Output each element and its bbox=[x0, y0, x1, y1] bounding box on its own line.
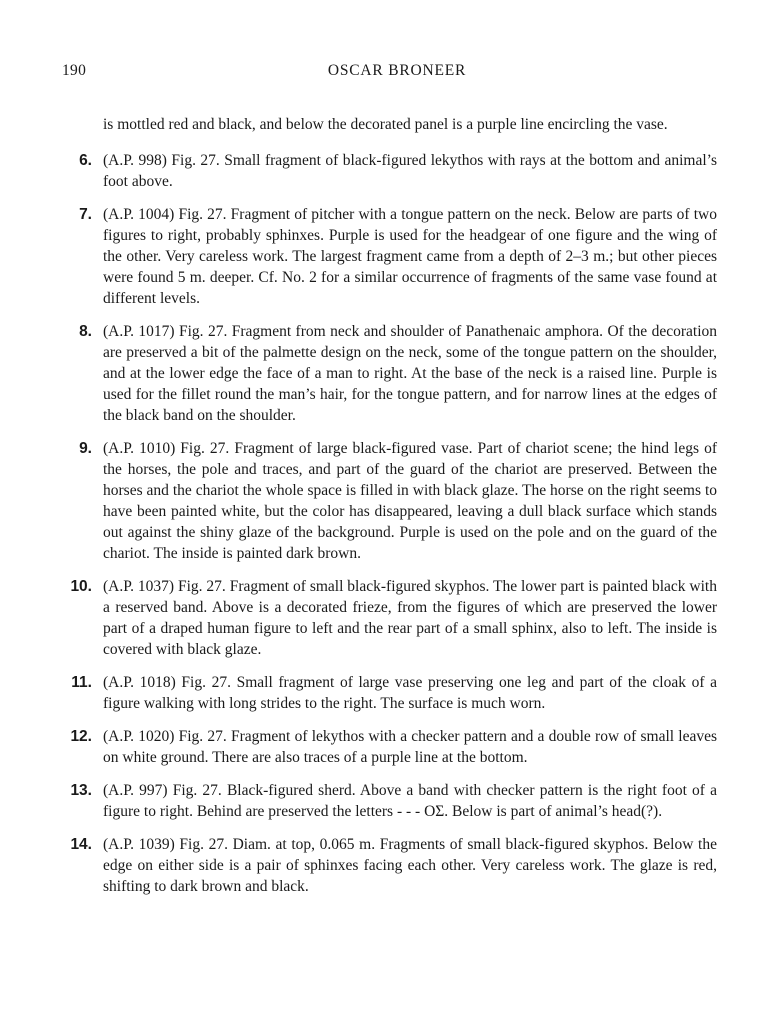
entry-number: 12. bbox=[70, 728, 92, 745]
entry-text: (A.P. 1020) Fig. 27. Fragment of lekythos with a checker pattern and a double row of small leaves on white ground. There are also traces of a purple line at the bottom. bbox=[103, 728, 717, 766]
entry-text: (A.P. 997) Fig. 27. Black-figured sherd. Above a band with checker pattern is the right foot of a figure to right. Behind are preserved the letters - - - ΟΣ. Below is part of animal’s head(?). bbox=[103, 782, 717, 820]
catalogue-entry bbox=[62, 780, 717, 822]
catalogue-entry bbox=[62, 438, 717, 564]
catalogue-entry bbox=[62, 321, 717, 426]
entry-number: 8. bbox=[79, 323, 92, 340]
entry-text: (A.P. 1004) Fig. 27. Fragment of pitcher with a tongue pattern on the neck. Below are parts of two figures to right, probably sphinxes. Purple is used for the headgear of one figure and the wing of the other. Very careless work. The largest fragment came from a depth of 2–3 m.; but other pieces were found 5 m. deeper. Cf. No. 2 for a similar occurrence of fragments of the same vase found at different levels. bbox=[103, 206, 717, 307]
catalogue-entry bbox=[62, 672, 717, 714]
entry-text: (A.P. 1037) Fig. 27. Fragment of small black-figured skyphos. The lower part is painted black with a reserved band. Above is a decorated frieze, from the figures of which are preserved the lower part of a draped human figure to left and the rear part of a small sphinx, also to left. The inside is covered with black glaze. bbox=[103, 578, 717, 658]
running-title: OSCAR BRONEER bbox=[327, 62, 467, 79]
entry-text: (A.P. 1039) Fig. 27. Diam. at top, 0.065 m. Fragments of small black-figured skyphos. Below the edge on either side is a pair of sphinxes facing each other. Very careless work. The glaze is red, shifting to dark brown and black. bbox=[103, 836, 717, 895]
catalogue-entries bbox=[62, 150, 717, 909]
entry-number: 11. bbox=[71, 674, 92, 691]
page-number: 190 bbox=[62, 62, 87, 79]
entry-text: (A.P. 1018) Fig. 27. Small fragment of large vase preserving one leg and part of the cloak of a figure walking with long strides to the right. The surface is much worn. bbox=[103, 674, 717, 712]
entry-number: 13. bbox=[70, 782, 92, 799]
entry-number: 14. bbox=[70, 836, 92, 853]
entry-number: 6. bbox=[79, 152, 92, 169]
catalogue-entry bbox=[62, 576, 717, 660]
entry-number: 7. bbox=[79, 206, 92, 223]
catalogue-entry bbox=[62, 726, 717, 768]
running-head bbox=[62, 62, 732, 82]
entry-number: 9. bbox=[79, 440, 92, 457]
catalogue-entry bbox=[62, 204, 717, 309]
entry-text: (A.P. 998) Fig. 27. Small fragment of black-figured lekythos with rays at the bottom and animal’s foot above. bbox=[103, 152, 717, 190]
entry-number: 10. bbox=[70, 578, 92, 595]
continued-paragraph: is mottled red and black, and below the decorated panel is a purple line encircling the vase. bbox=[103, 115, 668, 133]
catalogue-entry bbox=[62, 834, 717, 897]
entry-text: (A.P. 1017) Fig. 27. Fragment from neck and shoulder of Panathenaic amphora. Of the decoration are preserved a bit of the palmette design on the neck, some of the tongue pattern on the shoulder, and at the lower edge the face of a man to right. At the base of the neck is a raised line. Purple is used for the fillet round the man’s hair, for the tongue pattern, and for narrow lines at the edges of the black band on the shoulder. bbox=[103, 323, 717, 424]
entry-text: (A.P. 1010) Fig. 27. Fragment of large black-figured vase. Part of chariot scene; the hind legs of the horses, the pole and traces, and part of the guard of the chariot are preserved. Between the horses and the chariot the whole space is filled in with black glaze. The horse on the right seems to have been painted white, but the color has disappeared, leaving a dull black surface which stands out against the shiny glaze of the background. Purple is used on the pole and on the guard of the chariot. The inside is painted dark brown. bbox=[103, 440, 717, 562]
catalogue-entry bbox=[62, 150, 717, 192]
